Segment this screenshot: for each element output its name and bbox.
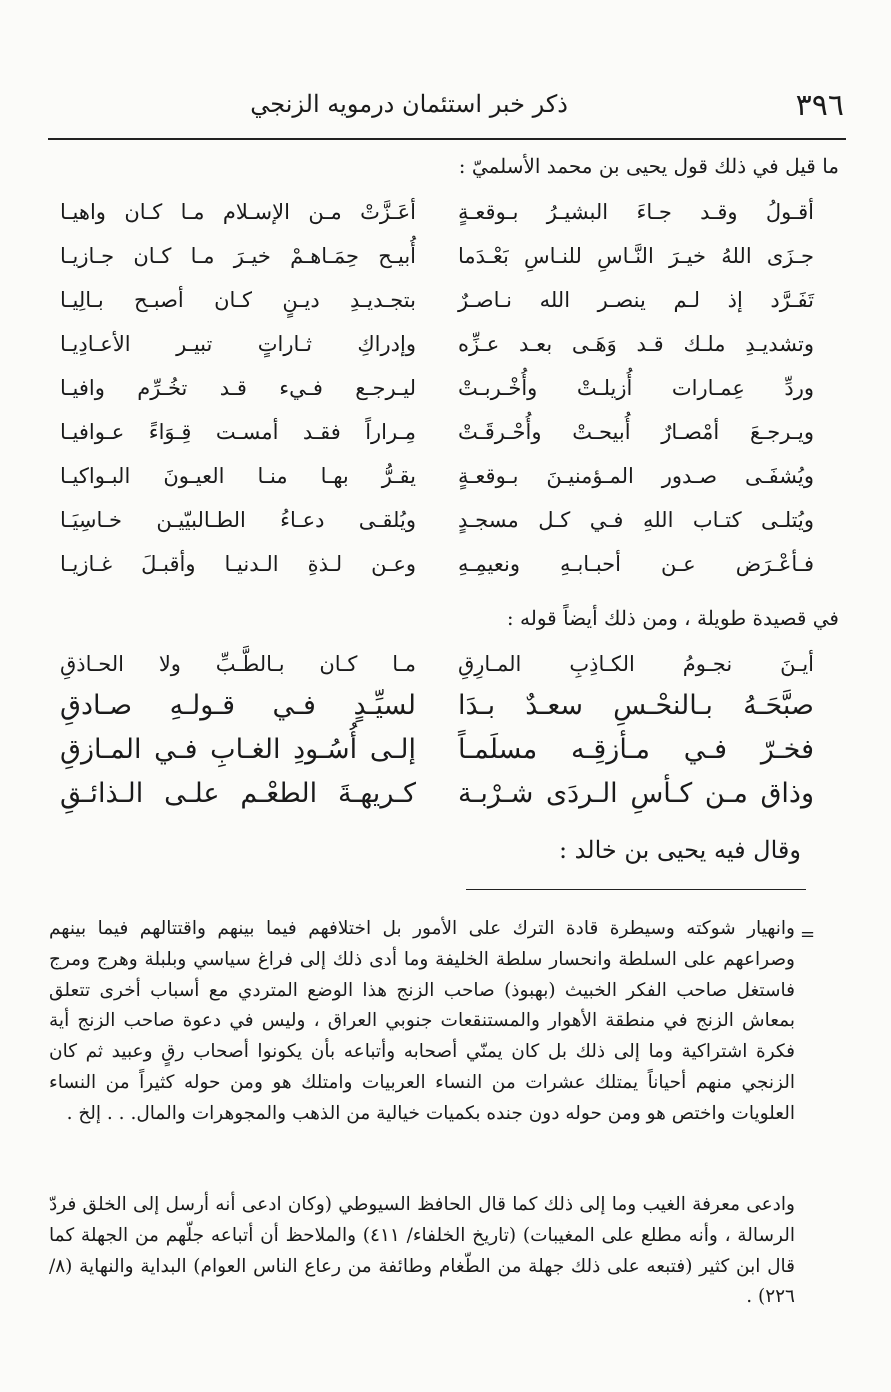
poem1-verse-8b: ويُلقـى دعـاءُ الطـالبيّيـن خـاسِيَـا bbox=[60, 508, 416, 532]
intro-line-3: وقال فيه يحيى بن خالد : bbox=[558, 836, 801, 864]
poem2-verse-4b: كـريهـةَ الطعْـم علـى الـذائـقِ bbox=[60, 778, 416, 809]
poem1-verse-1a: أقـولُ وقـد جـاءَ البشيـرُ بـوقعـةٍ bbox=[458, 200, 814, 224]
poem2-verse-3b: إلـى أُسُـودِ الغـابِ فـي المـازقِ bbox=[60, 734, 416, 765]
poem1-verse-4a: وتشديـدِ ملـك قـد وَهَـى بعـد عـزِّه bbox=[458, 332, 814, 356]
poem2-verse-1a: أيـنَ نجـومُ الكـاذِبِ المـارِقِ bbox=[458, 652, 814, 676]
poem1-verse-1b: أعَـزَّتْ مـن الإسـلام مـا كـان واهيـا bbox=[60, 200, 416, 224]
footnote-continuation-mark: = bbox=[800, 924, 816, 945]
poem2-verse-1b: مـا كـان بـالطَّـبِّ ولا الحـاذقِ bbox=[60, 652, 416, 676]
poem1-verse-2b: أُبيـح حِمَـاهـمْ خيـرَ مـا كـان جـازيـا bbox=[60, 244, 416, 268]
footnote-paragraph-1: وانهيار شوكته وسيطرة قادة الترك على الأمور بل اختلافهم فيما بينهم واقتتالهم فيما بينهم وصراعهم على السلطة وانحسار سلطة الخليفة وما أدى ذلك إلى فراغ سياسي وبلبلة وهرج ومرج فاستغل صاحب الفكر الخبيث (بهبوذ) صاحب الزنج هذا الوضع المتردي مع أسباب أخرى تتعلق بمعاش الزنج في منطقة الأهوار والمستنقعات جنوبي العراق ، وليس في دعوة صاحب الزنج أية فكرة اشتراكية وما إلى ذلك بل كان يمنّي أصحابه وأتباعه بأن يكونوا أصحاب رقٍ وعبيد ثم كان الزنجي منهم أحياناً يمتلك عشرات من النساء العربيات وامتلك هو ومن حوله كثيراً من النساء العلويات واختص هو ومن حوله دون جنده بكميات خيالية من الذهب والمجوهرات والمال. . . إلخ . bbox=[49, 918, 795, 1124]
poem1-verse-4b: وإدراكِ ثـاراتٍ تبيـر الأعـادِيـا bbox=[60, 332, 416, 356]
poem2-verse-2b: لسيِّـدٍ فـي قـولـهِ صـادقِ bbox=[60, 690, 416, 721]
footnote-paragraph-2: وادعى معرفة الغيب وما إلى ذلك كما قال الحافظ السيوطي (وكان ادعى أنه أرسل إلى الخلق فردّ الرسالة ، وأنه مطلع على المغيبات) (تاريخ الخلفاء/ ٤١١) والملاحظ أن أتباعه جلّهم من الجهلة كما قال ابن كثير (فتبعه على ذلك جهلة من الطّغام وطائفة من رعاع الناس العوام) البداية والنهاية (٨/ ٢٢٦) . bbox=[49, 1194, 795, 1308]
poem2-verse-4a: وذاق مـن كـأسِ الـردَى شـرْبـة bbox=[458, 778, 814, 809]
poem1-verse-3b: بتجـديـدِ ديـنٍ كـان أصبـح بـالِيـا bbox=[60, 288, 416, 312]
poem1-verse-7b: يقـرُّ بهـا منـا العيـونَ البـواكيـا bbox=[60, 464, 416, 488]
poem1-verse-5b: ليـرجـع فـيء قـد تخُـرِّم وافيـا bbox=[60, 376, 416, 400]
page-number: ٣٩٦ bbox=[795, 88, 844, 123]
poem2-verse-2a: صبَّحَـهُ بـالنحْـسِ سعـدٌ بـدَا bbox=[458, 690, 814, 721]
poem1-verse-9b: وعـن لـذةِ الـدنيـا وأقبـلَ غـازيـا bbox=[60, 552, 416, 576]
intro-line-1: ما قيل في ذلك قول يحيى بن محمد الأسلميّ : bbox=[458, 154, 839, 178]
poem1-verse-5a: وردِّ عِمـارات أُزيلـتْ وأُخْـربـتْ bbox=[458, 376, 814, 400]
footnote-rule bbox=[466, 889, 806, 890]
poem1-verse-9a: فـأعْـرَض عـن أحبـابـهِ ونعيمِـهِ bbox=[458, 552, 814, 576]
intro-line-2: في قصيدة طويلة ، ومن ذلك أيضاً قوله : bbox=[506, 606, 839, 630]
poem1-verse-8a: ويُتلـى كتـاب اللهِ فـي كـل مسجـدٍ bbox=[458, 508, 814, 532]
poem1-verse-6a: ويـرجـعَ أمْصـارٌ أُبيحـتْ وأُحْـرقَـتْ bbox=[458, 420, 814, 444]
poem1-verse-6b: مِـراراً فقـد أمسـت قِـوَاءً عـوافيـا bbox=[60, 420, 416, 444]
running-header-title: ذكر خبر استئمان درمويه الزنجي bbox=[250, 90, 568, 118]
poem1-verse-3a: تَفَـرَّد إذ لـم ينصـر الله نـاصـرٌ bbox=[458, 288, 814, 312]
poem1-verse-2a: جـزَى اللهُ خيـرَ النَّـاسِ للنـاسِ بَعْـدَما bbox=[458, 244, 814, 268]
poem2-verse-3a: فخـرّ فـي مـأزقِـه مسلَمـاً bbox=[458, 734, 814, 765]
header-rule bbox=[48, 138, 846, 140]
poem1-verse-7a: ويُشفَـى صـدور المـؤمنيـنَ بـوقعـةٍ bbox=[458, 464, 814, 488]
